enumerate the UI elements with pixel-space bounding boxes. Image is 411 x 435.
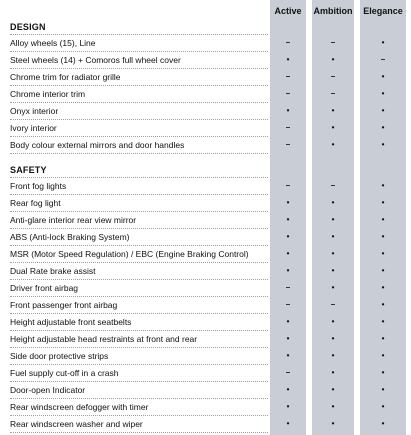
section-title: SAFETY [10, 163, 268, 178]
feature-row [10, 263, 406, 280]
feature-row [10, 382, 406, 399]
availability-ambition: • [331, 198, 335, 207]
availability-active: • [286, 266, 290, 275]
feature-label: Onyx interior [10, 103, 268, 120]
availability-active: – [285, 89, 291, 98]
feature-row [10, 120, 406, 137]
feature-row [10, 348, 406, 365]
feature-label: Alloy wheels (15), Line [10, 35, 268, 52]
availability-active: • [286, 198, 290, 207]
availability-ambition: • [331, 402, 335, 411]
availability-active: • [286, 55, 290, 64]
availability-elegance: • [381, 123, 385, 132]
availability-elegance: • [381, 419, 385, 428]
availability-elegance: • [381, 317, 385, 326]
availability-ambition: • [331, 283, 335, 292]
availability-ambition: • [331, 249, 335, 258]
availability-active: • [286, 385, 290, 394]
feature-label: Height adjustable head restraints at front and rear [10, 331, 268, 348]
availability-elegance: • [381, 300, 385, 309]
section-title: DESIGN [10, 20, 268, 35]
feature-row [10, 178, 406, 195]
availability-active: • [286, 215, 290, 224]
availability-active: – [285, 140, 291, 149]
availability-elegance: • [381, 215, 385, 224]
feature-row [10, 331, 406, 348]
availability-active: – [285, 283, 291, 292]
column-header-ambition: Ambition [313, 6, 353, 16]
availability-ambition: • [331, 419, 335, 428]
availability-elegance: • [381, 249, 385, 258]
availability-active: • [286, 351, 290, 360]
availability-ambition: – [330, 181, 336, 190]
feature-row [10, 314, 406, 331]
feature-row [10, 86, 406, 103]
availability-ambition: • [331, 140, 335, 149]
feature-label: Door-open Indicator [10, 382, 268, 399]
availability-elegance: • [381, 140, 385, 149]
availability-ambition: • [331, 266, 335, 275]
availability-active: • [286, 232, 290, 241]
availability-elegance: • [381, 385, 385, 394]
availability-active: – [285, 123, 291, 132]
availability-ambition: • [331, 334, 335, 343]
availability-ambition: • [331, 123, 335, 132]
availability-active: • [286, 317, 290, 326]
feature-row [10, 103, 406, 120]
feature-label: Side door protective strips [10, 348, 268, 365]
column-header-active: Active [274, 6, 302, 16]
availability-elegance: • [381, 38, 385, 47]
availability-elegance: • [381, 89, 385, 98]
availability-active: – [285, 368, 291, 377]
feature-label: ABS (Anti-lock Braking System) [10, 229, 268, 246]
feature-row [10, 35, 406, 52]
feature-label: Ivory interior [10, 120, 268, 137]
feature-row [10, 416, 406, 433]
availability-active: – [285, 181, 291, 190]
feature-label: Steel wheels (14) + Comoros full wheel cover [10, 52, 268, 69]
feature-list [10, 178, 406, 433]
availability-elegance: • [381, 334, 385, 343]
feature-label: Body colour external mirrors and door handles [10, 137, 268, 154]
feature-row [10, 229, 406, 246]
availability-elegance: • [381, 181, 385, 190]
feature-label: Rear windscreen defogger with timer [10, 399, 268, 416]
availability-elegance: • [381, 72, 385, 81]
availability-ambition: • [331, 55, 335, 64]
feature-label: Front passenger front airbag [10, 297, 268, 314]
availability-elegance: – [380, 55, 386, 64]
feature-row [10, 69, 406, 86]
feature-row [10, 246, 406, 263]
availability-elegance: • [381, 106, 385, 115]
availability-active: – [285, 300, 291, 309]
feature-row [10, 212, 406, 229]
availability-ambition: – [330, 72, 336, 81]
feature-label: Dual Rate brake assist [10, 263, 268, 280]
availability-ambition: • [331, 106, 335, 115]
availability-ambition: • [331, 385, 335, 394]
feature-row [10, 399, 406, 416]
availability-ambition: • [331, 232, 335, 241]
availability-active: • [286, 334, 290, 343]
column-header-elegance: Elegance [363, 6, 403, 16]
availability-elegance: • [381, 283, 385, 292]
availability-active: • [286, 106, 290, 115]
feature-list [10, 35, 406, 154]
feature-label: Rear fog light [10, 195, 268, 212]
availability-elegance: • [381, 232, 385, 241]
availability-ambition: – [330, 300, 336, 309]
availability-ambition: – [330, 38, 336, 47]
availability-active: • [286, 249, 290, 258]
availability-active: – [285, 72, 291, 81]
feature-label: Fuel supply cut-off in a crash [10, 365, 268, 382]
section-safety [10, 163, 406, 433]
availability-ambition: – [330, 89, 336, 98]
feature-label: Driver front airbag [10, 280, 268, 297]
feature-label: MSR (Motor Speed Regulation) / EBC (Engine Braking Control) [10, 246, 268, 263]
availability-elegance: • [381, 351, 385, 360]
section-design [10, 20, 406, 154]
availability-elegance: • [381, 266, 385, 275]
availability-ambition: • [331, 351, 335, 360]
feature-label: Anti-glare interior rear view mirror [10, 212, 268, 229]
feature-row [10, 365, 406, 382]
feature-row [10, 195, 406, 212]
feature-row [10, 297, 406, 314]
feature-label: Rear windscreen washer and wiper [10, 416, 268, 433]
feature-label: Chrome trim for radiator grille [10, 69, 268, 86]
feature-label: Height adjustable front seatbelts [10, 314, 268, 331]
availability-elegance: • [381, 402, 385, 411]
availability-ambition: • [331, 368, 335, 377]
availability-ambition: • [331, 317, 335, 326]
availability-active: – [285, 38, 291, 47]
availability-active: • [286, 419, 290, 428]
feature-label: Chrome interior trim [10, 86, 268, 103]
availability-ambition: • [331, 215, 335, 224]
feature-label: Front fog lights [10, 178, 268, 195]
feature-row [10, 137, 406, 154]
availability-elegance: • [381, 368, 385, 377]
feature-row [10, 52, 406, 69]
availability-elegance: • [381, 198, 385, 207]
availability-active: • [286, 402, 290, 411]
feature-row [10, 280, 406, 297]
